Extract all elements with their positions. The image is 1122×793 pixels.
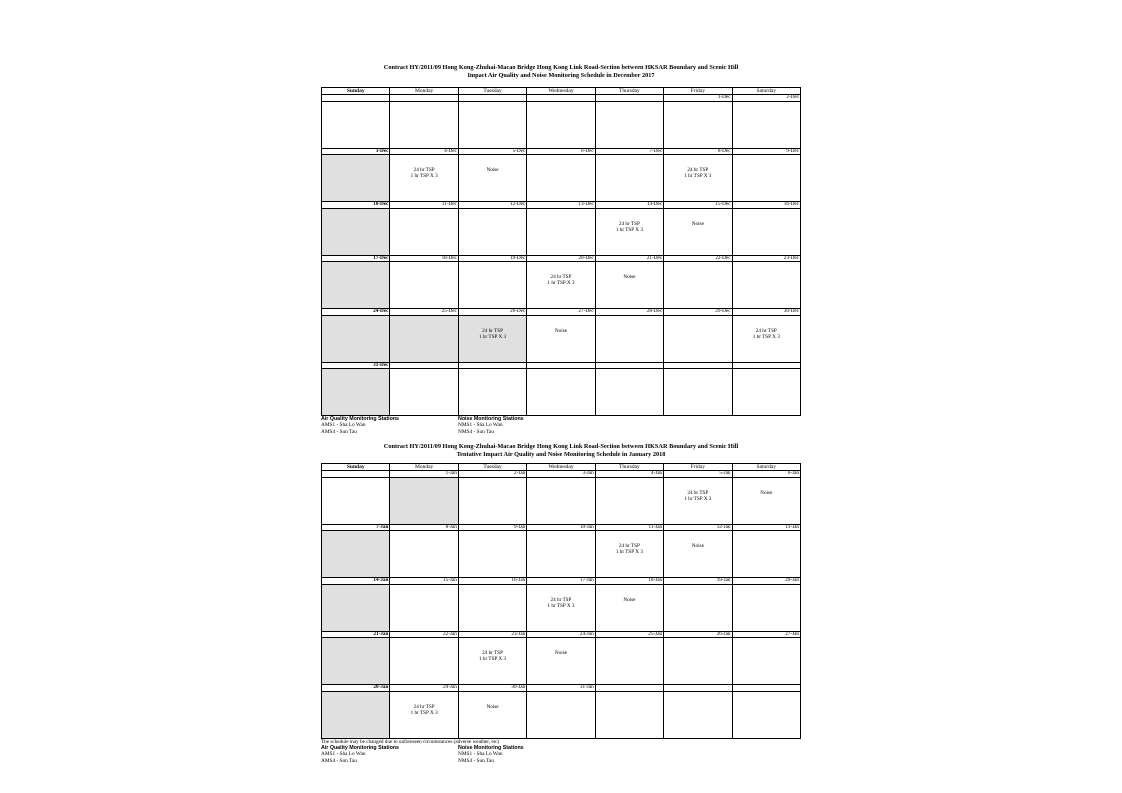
monitoring-event: 24 hr TSP 1 hr TSP X 3 (615, 220, 643, 233)
dec-noise-legend (458, 416, 524, 435)
week-row (322, 101, 801, 148)
day-cell (732, 584, 800, 631)
date-label: 9-Dec (732, 148, 800, 155)
day-cell (390, 315, 458, 362)
weekday-header: Thursday (595, 464, 663, 471)
date-label: 16-Jan (458, 578, 526, 585)
weekday-header: Wednesday (527, 464, 595, 471)
day-cell (390, 369, 458, 416)
monitoring-event: 24 hr TSP 1 hr TSP X 3 (752, 327, 780, 340)
monitoring-event: 24 hr TSP 1 hr TSP X 3 (615, 543, 643, 555)
monitoring-event: 24 hr TSP 1 hr TSP X 3 (547, 274, 575, 286)
monitoring-event (390, 369, 457, 381)
monitoring-event (459, 531, 526, 543)
day-cell (527, 691, 595, 738)
day-cell (664, 155, 732, 202)
monitoring-event (596, 102, 663, 114)
noise-heading: Noise Monitoring Stations (458, 416, 524, 422)
monitoring-event (459, 585, 526, 597)
date-label: 29-Jan (390, 685, 458, 692)
date-label: 28-Jan (322, 685, 390, 692)
day-cell (664, 691, 732, 738)
week-row (322, 638, 801, 685)
air-station-1: AMS1 - Sha Lo Wan (321, 751, 366, 758)
week-row (322, 584, 801, 631)
date-label: 7-Jan (322, 524, 390, 531)
date-label: 29-Dec (664, 309, 732, 316)
monitoring-event: Noise (623, 596, 636, 603)
monitoring-event (596, 478, 663, 490)
monitoring-event: 24 hr TSP 1 hr TSP X 3 (479, 650, 507, 662)
december-calendar (321, 87, 801, 416)
day-cell (595, 262, 663, 309)
noise-heading: Noise Monitoring Stations (458, 745, 524, 751)
day-cell (322, 584, 390, 631)
monitoring-event (596, 638, 663, 650)
day-cell (664, 638, 732, 685)
date-label: 26-Dec (458, 309, 526, 316)
monitoring-event (390, 316, 457, 328)
date-label: 5-Jan (664, 471, 732, 478)
day-cell (595, 315, 663, 362)
day-cell (390, 155, 458, 202)
contract-title: Contract HY/2011/09 Hong Kong-Zhuhai-Macao Bridge Hong Kong Link Road-Section between HKSAR Boundary and Scenic Hill (383, 64, 739, 71)
day-cell (527, 531, 595, 578)
date-label: 23-Jan (458, 631, 526, 638)
january-schedule-title (321, 443, 801, 458)
jan-noise-legend (458, 745, 524, 764)
date-label: 31-Dec (322, 362, 390, 369)
date-label: 4-Jan (595, 471, 663, 478)
monitoring-event: 24 hr TSP 1 hr TSP X 3 (410, 703, 438, 716)
noise-station-2: NMS4 - Sun Tau (458, 757, 494, 764)
schedule-note: The schedule may be changed due to unforeseen circumstances (adverse weather, etc) (321, 739, 500, 745)
monitoring-event (733, 531, 800, 543)
monitoring-event (664, 692, 731, 704)
date-label: 16-Dec (732, 202, 800, 209)
week-row (322, 208, 801, 255)
day-cell (527, 262, 595, 309)
monitoring-event (733, 209, 800, 221)
date-label: 2-Jan (458, 471, 526, 478)
contract-title: Contract HY/2011/09 Hong Kong-Zhuhai-Macao Bridge Hong Kong Link Road-Section between HKSAR Boundary and Scenic Hill (383, 443, 739, 450)
weekday-header: Monday (390, 464, 458, 471)
monitoring-event (322, 155, 389, 167)
date-label: 23-Dec (732, 255, 800, 262)
monitoring-event: 24 hr TSP 1 hr TSP X 3 (410, 167, 438, 179)
date-label: 25-Jan (595, 631, 663, 638)
monitoring-event (664, 585, 731, 597)
date-label: 19-Dec (458, 255, 526, 262)
monitoring-event: Noise (691, 543, 704, 549)
date-label: 3-Jan (527, 471, 595, 478)
monitoring-event (527, 369, 594, 381)
week-row (322, 531, 801, 578)
monitoring-event (664, 638, 731, 650)
weekday-header: Friday (664, 88, 732, 95)
week-row (322, 369, 801, 416)
date-label: 22-Jan (390, 631, 458, 638)
monitoring-event (390, 209, 457, 221)
date-label: 17-Jan (527, 578, 595, 585)
day-cell (322, 638, 390, 685)
monitoring-event (390, 531, 457, 543)
day-cell (458, 531, 526, 578)
date-label: 6-Jan (732, 471, 800, 478)
monitoring-event: 24 hr TSP 1 hr TSP X 3 (684, 489, 712, 502)
noise-station-1: NMS1 - Sha Lo Wan (458, 422, 503, 429)
schedule-subtitle: Impact Air Quality and Noise Monitoring Schedule in December 2017 (467, 71, 655, 79)
day-cell (732, 691, 800, 738)
date-label: 15-Dec (664, 202, 732, 209)
noise-station-1: NMS1 - Sha Lo Wan (458, 751, 503, 758)
date-label: 22-Dec (664, 255, 732, 262)
monitoring-event (390, 585, 457, 597)
day-cell (527, 208, 595, 255)
day-cell (664, 101, 732, 148)
day-cell (458, 691, 526, 738)
date-label: 21-Dec (595, 255, 663, 262)
monitoring-event (459, 102, 526, 114)
date-label: 8-Jan (390, 524, 458, 531)
day-cell (527, 477, 595, 524)
date-label: 20-Jan (732, 578, 800, 585)
day-cell (664, 584, 732, 631)
monitoring-event (459, 369, 526, 381)
day-cell (527, 369, 595, 416)
date-label: 19-Jan (664, 578, 732, 585)
monitoring-event: Noise (691, 220, 704, 227)
date-label: 9-Jan (458, 524, 526, 531)
day-cell (390, 638, 458, 685)
day-cell (527, 584, 595, 631)
monitoring-event (733, 102, 800, 114)
day-cell (458, 584, 526, 631)
date-label: 14-Jan (322, 578, 390, 585)
day-cell (322, 531, 390, 578)
day-cell (322, 155, 390, 202)
monitoring-event (596, 155, 663, 167)
january-calendar (321, 463, 801, 739)
monitoring-event (322, 369, 389, 381)
date-label: 30-Jan (458, 685, 526, 692)
jan-air-quality-legend (321, 745, 399, 764)
monitoring-event (322, 692, 389, 704)
weekday-header: Saturday (732, 464, 800, 471)
monitoring-event (527, 209, 594, 221)
monitoring-event (527, 531, 594, 543)
monitoring-event (322, 262, 389, 274)
noise-station-2: NMS4 - Sun Tau (458, 428, 494, 435)
weekday-header: Tuesday (458, 88, 526, 95)
dec-air-quality-legend (321, 416, 399, 435)
date-label: 26-Jan (664, 631, 732, 638)
day-cell (390, 208, 458, 255)
date-label: 1-Dec (664, 95, 732, 102)
day-cell (458, 155, 526, 202)
day-cell (595, 638, 663, 685)
date-label: 20-Dec (527, 255, 595, 262)
day-cell (595, 369, 663, 416)
day-cell (527, 315, 595, 362)
day-cell (390, 531, 458, 578)
day-cell (322, 101, 390, 148)
monitoring-event (322, 316, 389, 328)
date-label: 28-Dec (595, 309, 663, 316)
monitoring-event (390, 478, 457, 490)
date-label: 7-Dec (595, 148, 663, 155)
monitoring-event (390, 102, 457, 114)
air-station-2: AMS4 - Sun Tau (321, 428, 357, 435)
monitoring-event (733, 585, 800, 597)
day-cell (322, 315, 390, 362)
date-label: 10-Dec (322, 202, 390, 209)
day-cell (732, 208, 800, 255)
day-cell (664, 477, 732, 524)
monitoring-event (527, 692, 594, 704)
day-cell (732, 477, 800, 524)
day-cell (527, 155, 595, 202)
date-label: 18-Jan (595, 578, 663, 585)
weekday-header: Wednesday (527, 88, 595, 95)
monitoring-event (527, 102, 594, 114)
monitoring-event (390, 262, 457, 274)
date-label: 27-Dec (527, 309, 595, 316)
day-cell (595, 101, 663, 148)
day-cell (664, 315, 732, 362)
monitoring-event (664, 262, 731, 274)
date-label: 24-Dec (322, 309, 390, 316)
day-cell (664, 369, 732, 416)
date-label: 12-Dec (458, 202, 526, 209)
week-row (322, 477, 801, 524)
day-cell (595, 208, 663, 255)
day-cell (664, 531, 732, 578)
date-label: 13-Dec (527, 202, 595, 209)
date-label: 3-Dec (322, 148, 390, 155)
air-quality-heading: Air Quality Monitoring Stations (321, 416, 399, 422)
day-cell (322, 262, 390, 309)
monitoring-event (733, 262, 800, 274)
air-quality-heading: Air Quality Monitoring Stations (321, 745, 399, 751)
date-label: 21-Jan (322, 631, 390, 638)
monitoring-event: 24 hr TSP 1 hr TSP X 3 (479, 327, 507, 340)
date-label: 10-Jan (527, 524, 595, 531)
day-cell (322, 691, 390, 738)
monitoring-event (459, 209, 526, 221)
day-cell (732, 101, 800, 148)
date-label: 31-Jan (527, 685, 595, 692)
monitoring-event (390, 638, 457, 650)
date-label: 14-Dec (595, 202, 663, 209)
monitoring-event (322, 638, 389, 650)
monitoring-event (733, 369, 800, 381)
day-cell (732, 369, 800, 416)
day-cell (458, 369, 526, 416)
date-label: 4-Dec (390, 148, 458, 155)
monitoring-event: 24 hr TSP 1 hr TSP X 3 (684, 167, 712, 179)
day-cell (390, 584, 458, 631)
date-label: 30-Dec (732, 309, 800, 316)
day-cell (664, 208, 732, 255)
weekday-header: Sunday (322, 88, 390, 95)
monitoring-event (664, 369, 731, 381)
day-cell (458, 262, 526, 309)
day-cell (458, 315, 526, 362)
monitoring-event (596, 692, 663, 704)
date-label: 24-Jan (527, 631, 595, 638)
day-cell (732, 155, 800, 202)
date-label: 2-Dec (732, 95, 800, 102)
monitoring-event (596, 316, 663, 328)
weekday-header: Monday (390, 88, 458, 95)
monitoring-event (733, 155, 800, 167)
day-cell (732, 531, 800, 578)
monitoring-event (596, 369, 663, 381)
monitoring-event (733, 692, 800, 704)
monitoring-event (459, 478, 526, 490)
week-row (322, 155, 801, 202)
day-cell (732, 315, 800, 362)
air-station-1: AMS1 - Sha Lo Wan (321, 422, 366, 429)
day-cell (322, 477, 390, 524)
day-cell (595, 155, 663, 202)
day-cell (732, 262, 800, 309)
date-label: 12-Jan (664, 524, 732, 531)
date-label: 11-Dec (390, 202, 458, 209)
week-row (322, 315, 801, 362)
day-cell (390, 691, 458, 738)
monitoring-event (733, 638, 800, 650)
monitoring-event (527, 155, 594, 167)
weekday-header: Thursday (595, 88, 663, 95)
monitoring-event (322, 209, 389, 221)
date-label: 1-Jan (390, 471, 458, 478)
date-label: 11-Jan (595, 524, 663, 531)
monitoring-event (322, 585, 389, 597)
day-cell (664, 262, 732, 309)
date-label: 27-Jan (732, 631, 800, 638)
day-cell (322, 369, 390, 416)
week-row (322, 262, 801, 309)
monitoring-event: Noise (760, 489, 773, 496)
monitoring-event (322, 478, 389, 490)
monitoring-event: Noise (486, 167, 499, 173)
date-label: 6-Dec (527, 148, 595, 155)
monitoring-event: Noise (554, 650, 568, 656)
day-cell (458, 208, 526, 255)
monitoring-event (664, 316, 731, 328)
date-label: 5-Dec (458, 148, 526, 155)
monitoring-event: 24 hr TSP 1 hr TSP X 3 (547, 596, 575, 609)
monitoring-event: Noise (623, 274, 636, 280)
date-label: 18-Dec (390, 255, 458, 262)
air-station-2: AMS4 - Sun Tau (321, 757, 357, 764)
day-cell (458, 101, 526, 148)
weekday-header: Sunday (322, 464, 390, 471)
date-label: 13-Jan (732, 524, 800, 531)
date-label: 25-Dec (390, 309, 458, 316)
date-label: 8-Dec (664, 148, 732, 155)
weekday-header: Friday (664, 464, 732, 471)
day-cell (390, 477, 458, 524)
day-cell (595, 477, 663, 524)
day-cell (595, 584, 663, 631)
weekday-header: Tuesday (458, 464, 526, 471)
monitoring-event (527, 478, 594, 490)
monitoring-event (664, 102, 731, 114)
schedule-subtitle: Tentative Impact Air Quality and Noise Monitoring Schedule in January 2018 (456, 450, 666, 458)
day-cell (527, 101, 595, 148)
day-cell (458, 477, 526, 524)
date-label: 15-Jan (390, 578, 458, 585)
monitoring-event: Noise (554, 327, 568, 334)
date-label: 17-Dec (322, 255, 390, 262)
day-cell (322, 208, 390, 255)
day-cell (595, 531, 663, 578)
day-cell (527, 638, 595, 685)
december-schedule-title (321, 64, 801, 79)
week-row (322, 691, 801, 738)
day-cell (390, 262, 458, 309)
monitoring-event (459, 262, 526, 274)
monitoring-event: Noise (486, 703, 499, 710)
weekday-header: Saturday (732, 88, 800, 95)
day-cell (732, 638, 800, 685)
day-cell (390, 101, 458, 148)
day-cell (595, 691, 663, 738)
monitoring-event (322, 531, 389, 543)
monitoring-event (322, 102, 389, 114)
day-cell (458, 638, 526, 685)
